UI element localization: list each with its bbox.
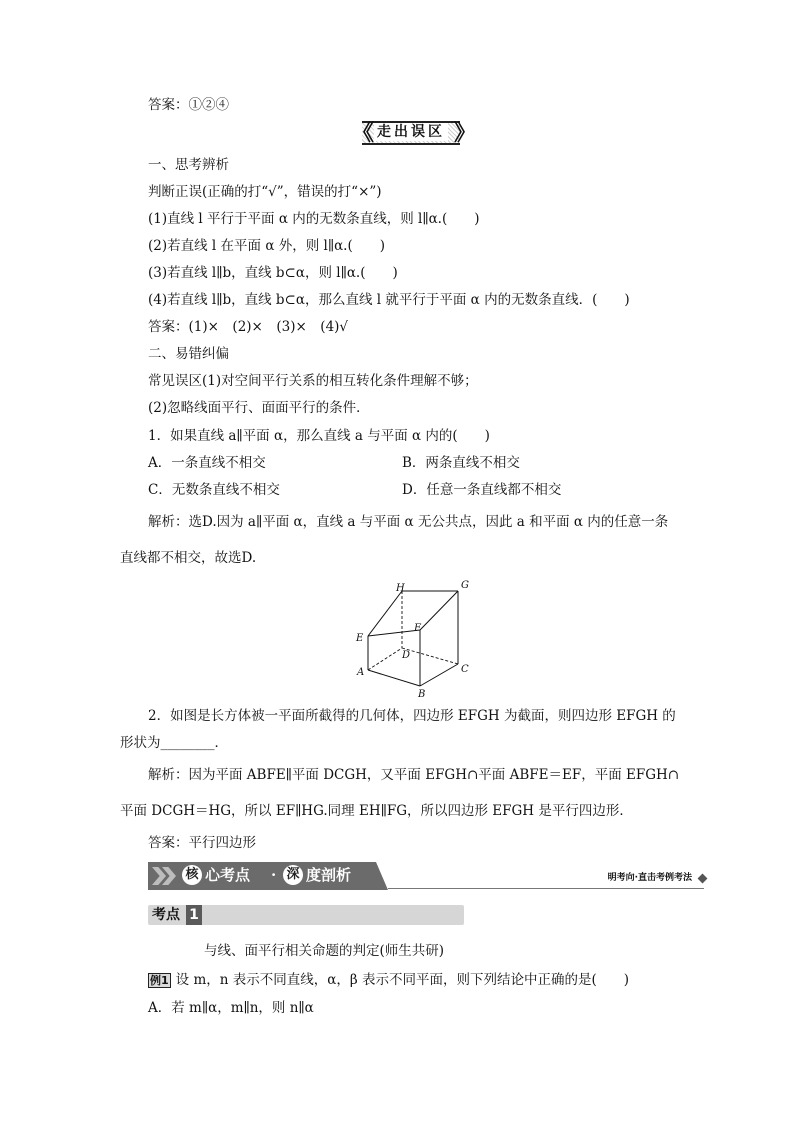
question1-option-a: A．一条直线不相交 — [148, 455, 266, 471]
question2-analysis-line-2: 平面 DCGH＝HG，所以 EF∥HG.同理 EH∥FG，所以四边形 EFGH 是平行四边形． — [120, 803, 633, 819]
banner-dot: · — [271, 866, 277, 884]
vertex-label-H: H — [396, 583, 405, 594]
banner-rule — [388, 888, 704, 889]
edge-AB — [368, 670, 420, 686]
question2-stem-line-2: 形状为________． — [120, 735, 228, 751]
vertex-label-C: C — [461, 664, 469, 675]
vertex-label-F: F — [414, 623, 421, 634]
judge-item-2: (2)若直线 l 在平面 α 外，则 l∥α.( ) — [148, 238, 386, 254]
judge-item-1: (1)直线 l 平行于平面 α 内的无数条直线，则 l∥α.( ) — [148, 211, 480, 227]
banner-text-2: 度剖析 — [306, 866, 352, 884]
example-option-a: A．若 m∥α，m∥n，则 n∥α — [148, 1000, 314, 1016]
edge-AD-hidden — [368, 648, 402, 670]
right-bracket: 》 — [454, 120, 477, 146]
judge-item-3: (3)若直线 l∥b，直线 b⊂α，则 l∥α.( ) — [148, 265, 398, 281]
vertex-label-E: E — [356, 633, 364, 644]
banner-right-caption: 明考向·直击考例考法 — [607, 873, 692, 883]
section2-title: 二、易错纠偏 — [148, 346, 229, 362]
question1-stem: 1．如果直线 a∥平面 α，那么直线 a 与平面 α 内的( ) — [148, 428, 490, 444]
kaodian-number: 1 — [186, 905, 202, 925]
edge-EH — [368, 591, 402, 636]
question2-answer: 答案：平行四边形 — [148, 835, 256, 851]
example-stem-text: 设 m，n 表示不同直线，α，β 表示不同平面，则下列结论中正确的是( ) — [175, 972, 629, 988]
section1-intro: 判断正误(正确的打“√”，错误的打“×”) — [148, 184, 382, 200]
misconception-line-2: (2)忽略线面平行、面面平行的条件． — [148, 400, 370, 416]
edge-DC-hidden — [402, 648, 458, 664]
banner-zouchu-wuqu — [352, 120, 477, 146]
section-banner-core — [148, 862, 708, 892]
question1-option-b: B．两条直线不相交 — [402, 455, 520, 471]
question1-analysis-line-2: 直线都不相交，故选D. — [120, 550, 257, 566]
diamond-icon — [698, 874, 708, 884]
question2-analysis-line-1: 解析：因为平面 ABFE∥平面 DCGH，又平面 EFGH∩平面 ABFE＝EF，平面 EFGH∩ — [148, 767, 680, 783]
banner-label: 走出误区 — [374, 123, 448, 141]
example-stem — [148, 971, 629, 989]
vertex-label-G: G — [461, 580, 469, 591]
topic-title: 与线、面平行相关命题的判定(师生共研) — [204, 943, 445, 959]
edge-FE — [368, 630, 420, 636]
left-bracket: 《 — [352, 120, 375, 146]
vertex-label-B: B — [418, 689, 426, 700]
banner-circle-char-2: 深 — [283, 865, 303, 885]
section1-answer: 答案：(1)× (2)× (3)× (4)√ — [148, 319, 349, 335]
vertex-label-A: A — [357, 667, 365, 678]
misconception-line-1: 常见误区(1)对空间平行关系的相互转化条件理解不够； — [148, 373, 478, 389]
kaodian-label: 考点 — [152, 907, 180, 923]
example-tag: 例1 — [150, 974, 169, 987]
edge-GF — [420, 591, 458, 630]
question2-stem-line-1: 2．如图是长方体被一平面所截得的几何体，四边形 EFGH 为截面，则四边形 EFGH 的 — [148, 708, 676, 724]
section1-title: 一、思考辨析 — [148, 157, 229, 173]
question1-option-c: C．无数条直线不相交 — [148, 482, 280, 498]
question1-option-d: D．任意一条直线都不相交 — [402, 482, 562, 498]
vertex-label-D: D — [402, 650, 411, 661]
banner-circle-char-1: 核 — [182, 865, 202, 885]
top-answer: 答案：①②④ — [148, 97, 229, 113]
banner-text-1: 心考点 — [205, 866, 251, 884]
question1-analysis-line-1: 解析：选D.因为 a∥平面 α，直线 a 与平面 α 无公共点，因此 a 和平面 α 内的任意一条 — [148, 514, 669, 530]
kaodian-bar — [148, 905, 464, 925]
edge-BC — [420, 664, 458, 686]
judge-item-4: (4)若直线 l∥b，直线 b⊂α，那么直线 l 就平行于平面 α 内的无数条直线．( ) — [148, 292, 630, 308]
truncated-cuboid-figure — [350, 578, 480, 700]
